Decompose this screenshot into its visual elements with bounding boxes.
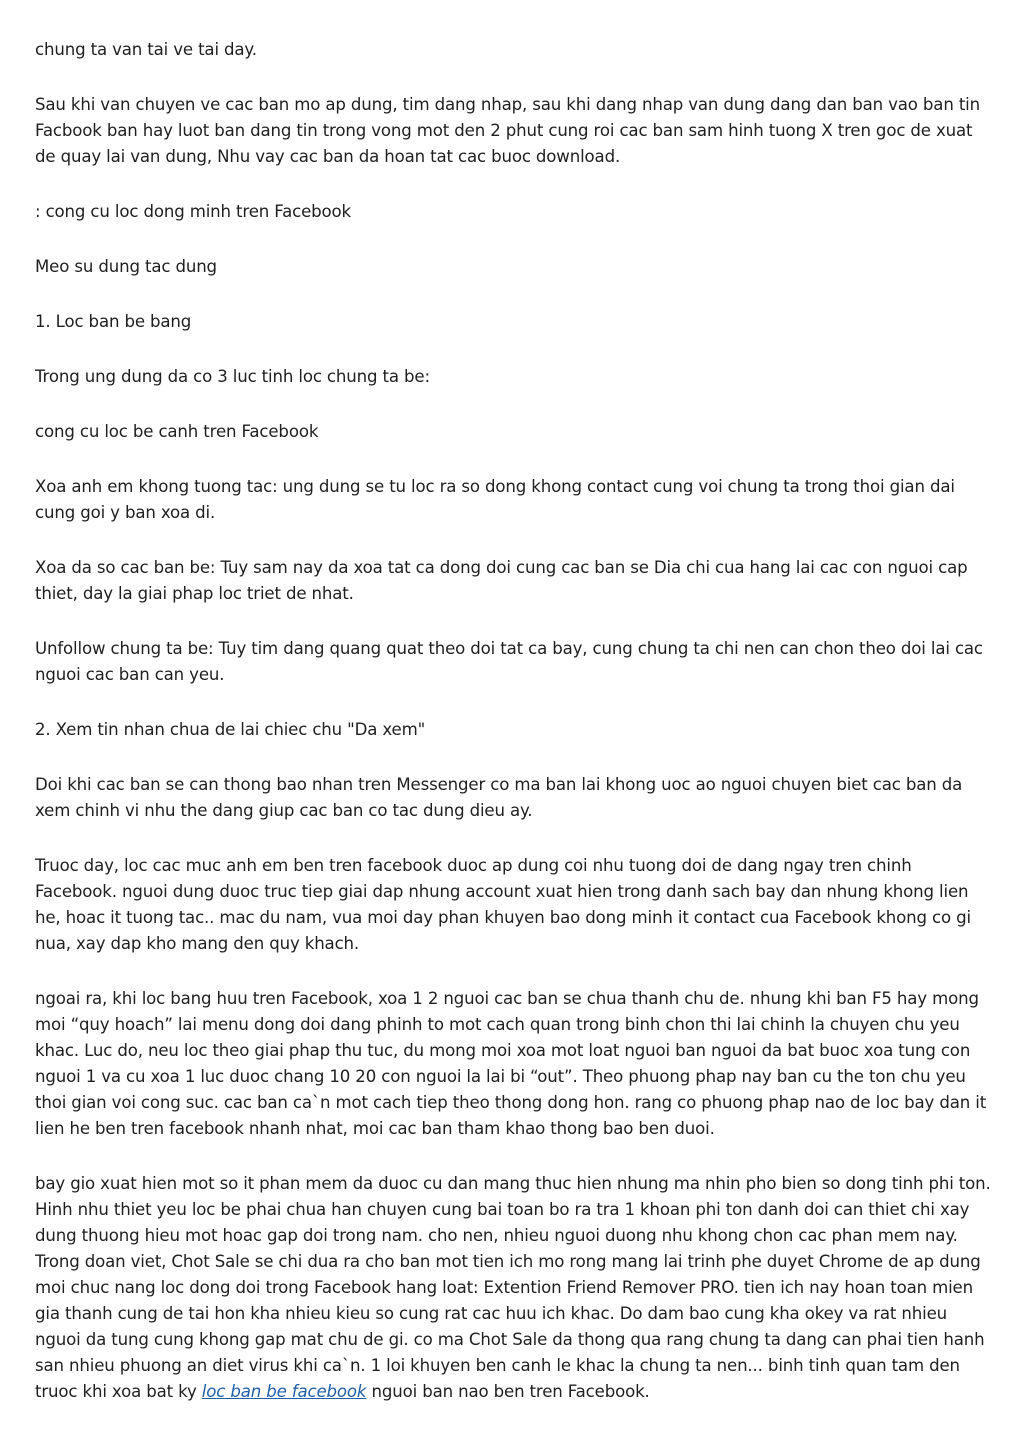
paragraph-software bbox=[35, 1171, 993, 1405]
paragraph-manual-filter: ngoai ra, khi loc bang huu tren Facebook, xoa 1 2 nguoi cac ban se chua thanh chu de. nhung khi ban F5 hay mong moi “quy hoach” lai menu dong doi dang phinh to mot cach quan trong binh chon thi lai chinh la chuyen chu yeu khac. Luc do, neu loc theo giai phap thu tuc, du mong moi xoa mot loat nguoi ban nguoi da bat buoc xoa tung con nguoi 1 va cu xoa 1 luc duoc chang 10 20 con nguoi la lai bi “out”. Theo phuong phap nay ban cu the ton chu yeu thoi gian voi cong suc. cac ban ca`n mot cach tiep theo thong dong hon. rang co phuong phap nao de loc bay dan it lien he ben tren facebook nhanh nhat, moi cac ban tham khao thong bao ben duoi. bbox=[35, 989, 987, 1138]
document-body bbox=[35, 37, 993, 1434]
paragraph-software-text-before: bay gio xuat hien mot so it phan mem da duoc cu dan mang thuc hien nhung ma nhin pho bien so dong tinh phi ton. Hinh nhu thiet yeu loc be phai chua han chuyen cung bai toan bo ra tra 1 khoan phi ton danh doi can thiet chi xay dung thuong hieu mot hoac gap doi trong nam. cho nen, nhieu nguoi duong nhu khong chon cac phan mem nay. Trong doan viet, Chot Sale se chi dua ra cho ban mot tien ich mo rong mang lai trinh phe duyet Chrome de ap dung moi chuc nang loc dong doi trong Facebook hang loat: Extention Friend Remover PRO. tien ich nay hoan toan mien gia thanh cung de tai hon kha nhieu kieu so cung rat cac huu ich khac. Do dam bao cung kha okey va rat nhieu nguoi da tung cung khong gap mat chu de gi. co ma Chot Sale da thong qua rang chung ta dang can phai tien hanh san nhieu phuong an diet virus khi ca`n. 1 loi khuyen ben canh le khac la chung ta nen... binh tinh quan tam den truoc khi xoa bat ky bbox=[35, 1174, 991, 1401]
paragraph-after-download: Sau khi van chuyen ve cac ban mo ap dung, tim dang nhap, sau khi dang nhap van dung dang dan ban vao ban tin Facbook ban hay luot ban dang tin trong vong mot den 2 phut cung roi cac ban sam hinh tuong X tren goc de xuat de quay lai van dung, Nhu vay cac ban da hoan tat cac buoc download. bbox=[35, 95, 980, 166]
paragraph-history: Truoc day, loc cac muc anh em ben tren facebook duoc ap dung coi nhu tuong doi de dang ngay tren chinh Facebook. nguoi dung duoc truc tiep giai dap nhung account xuat hien trong danh sach bay dan nhung khong lien he, hoac it tuong tac.. mac du nam, vua moi day phan khuyen bao dong minh it contact cua Facebook khong co gi nua, xay dap kho mang den quy khach. bbox=[35, 856, 971, 953]
paragraph-messenger: Doi khi cac ban se can thong bao nhan tren Messenger co ma ban lai khong uoc ao nguoi chuyen biet cac ban da xem chinh vi nhu the dang giup cac ban co tac dung dieu ay. bbox=[35, 775, 963, 820]
paragraph-filter-intro: Trong ung dung da co 3 luc tinh loc chung ta be: bbox=[35, 367, 430, 386]
loc-ban-be-facebook-link[interactable]: loc ban be facebook bbox=[201, 1382, 367, 1401]
paragraph-tool-caption: cong cu loc be canh tren Facebook bbox=[35, 422, 319, 441]
paragraph-tool-heading: : cong cu loc dong minh tren Facebook bbox=[35, 202, 352, 221]
paragraph-remove-all: Xoa da so cac ban be: Tuy sam nay da xoa tat ca dong doi cung cac ban se Dia chi cua hang lai cac con nguoi cap thiet, day la giai phap loc triet de nhat. bbox=[35, 558, 968, 603]
paragraph-remove-inactive: Xoa anh em khong tuong tac: ung dung se tu loc ra so dong khong contact cung voi chung ta trong thoi gian dai cung goi y ban xoa di. bbox=[35, 477, 955, 522]
paragraph-section-2-heading: 2. Xem tin nhan chua de lai chiec chu "Da xem" bbox=[35, 720, 426, 739]
paragraph-software-text-after: nguoi ban nao ben tren Facebook. bbox=[366, 1382, 650, 1401]
paragraph-unfollow: Unfollow chung ta be: Tuy tim dang quang quat theo doi tat ca bay, cung chung ta chi nen can chon theo doi lai cac nguoi cac ban can yeu. bbox=[35, 639, 983, 684]
paragraph-section-1-heading: 1. Loc ban be bang bbox=[35, 312, 192, 331]
paragraph-tips-heading: Meo su dung tac dung bbox=[35, 257, 217, 276]
paragraph-intro-end: chung ta van tai ve tai day. bbox=[35, 40, 257, 59]
